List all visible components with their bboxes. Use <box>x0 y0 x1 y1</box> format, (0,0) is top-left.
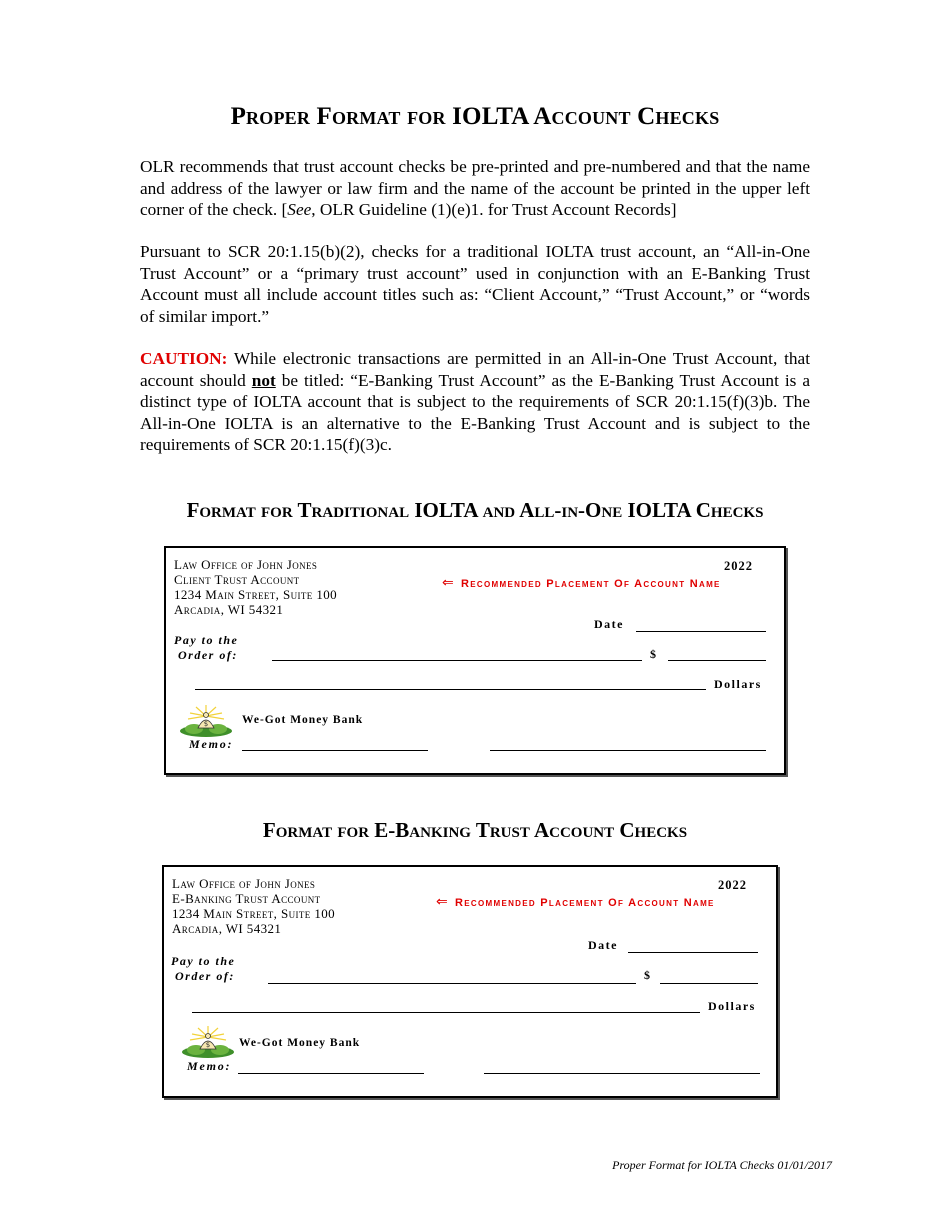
intro-text-b: , OLR Guideline (1)(e)1. for Trust Account Records] <box>311 200 677 219</box>
placement-note <box>436 893 715 910</box>
page-footer: Proper Format for IOLTA Checks 01/01/2017 <box>612 1158 832 1172</box>
placement-text: Recommended Placement Of Account Name <box>455 897 715 909</box>
payee-line <box>272 660 642 661</box>
dollars-line <box>195 689 706 690</box>
caution-text-b: be titled: “E-Banking Trust Account” as the E-Banking Trust Account is a distinct type of IOLTA account that is subject to the requirements of SCR 20:1.15(f)(3)b. The All-in-One IOLTA is an alternative to the E-Banking Trust Account and is subject to the requirements of SCR 20:1.15(f)(3)c. <box>140 370 810 454</box>
not-emphasis: not <box>251 370 276 390</box>
check-street: 1234 Main Street, Suite 100 <box>172 906 336 921</box>
payee-label-line2: Order of: <box>175 969 235 983</box>
left-arrow-icon: ⇐ <box>436 893 450 909</box>
payee-label <box>171 954 235 984</box>
signature-line <box>484 1073 760 1074</box>
check-address-block <box>172 876 335 936</box>
check-firm-name: Law Office of John Jones <box>172 876 316 891</box>
payee-label-line2: Order of: <box>178 648 238 662</box>
placement-text: Recommended Placement Of Account Name <box>461 578 721 590</box>
memo-line <box>238 1073 424 1074</box>
sample-check-ebanking <box>162 865 778 1098</box>
check-address-block <box>174 557 337 617</box>
left-arrow-icon: ⇐ <box>442 574 456 590</box>
payee-label-line1: Pay to the <box>174 633 239 647</box>
see-citation: See <box>287 200 312 219</box>
section-heading-ebanking: Format for E-Banking Trust Account Checks <box>262 818 688 842</box>
placement-note <box>442 574 721 591</box>
amount-line <box>660 983 758 984</box>
page-title: Proper Format for IOLTA Account Checks <box>230 103 720 130</box>
check-city: Arcadia, WI 54321 <box>172 921 282 936</box>
dollar-sign: $ <box>644 968 652 982</box>
dollars-label: Dollars <box>714 677 762 691</box>
signature-line <box>490 750 766 751</box>
date-line <box>628 952 758 953</box>
payee-line <box>268 983 636 984</box>
intro-text-a: OLR recommends that trust account checks be pre-printed and pre-numbered and that the name and address of the lawyer or law firm and the name of the account be printed in the upper left corner of the check. [ <box>140 157 810 219</box>
bank-name: We-Got Money Bank <box>239 1037 361 1049</box>
section-heading-traditional: Format for Traditional IOLTA and All-in-One IOLTA Checks <box>186 498 764 522</box>
check-account-name: E-Banking Trust Account <box>172 891 321 906</box>
caution-label: CAUTION: <box>140 349 228 368</box>
sample-check-traditional <box>164 546 786 775</box>
amount-line <box>668 660 766 661</box>
memo-label: Memo: <box>189 737 234 751</box>
date-label: Date <box>594 617 624 631</box>
caution-paragraph <box>140 348 810 456</box>
bank-logo-icon <box>178 704 234 738</box>
date-line <box>636 631 766 632</box>
memo-label: Memo: <box>187 1059 232 1073</box>
caution-text-a: While electronic transactions are permitted in an All-in-One Trust Account, that account should <box>140 349 810 390</box>
check-number: 2022 <box>718 878 747 892</box>
check-number: 2022 <box>724 559 753 573</box>
payee-label-line1: Pay to the <box>171 954 236 968</box>
check-street: 1234 Main Street, Suite 100 <box>174 587 338 602</box>
bank-logo-icon <box>180 1025 236 1059</box>
bank-name: We-Got Money Bank <box>242 714 364 726</box>
check-city: Arcadia, WI 54321 <box>174 602 284 617</box>
dollars-label: Dollars <box>708 999 756 1013</box>
date-label: Date <box>588 938 618 952</box>
dollar-sign: $ <box>650 647 658 661</box>
scr-paragraph: Pursuant to SCR 20:1.15(b)(2), checks for a traditional IOLTA trust account, an “All-in-One Trust Account” or a “primary trust account” used in conjunction with an E-Banking Trust Account must all include account titles such as: “Client Account,” “Trust Account,” or “words of similar import.” <box>140 242 810 326</box>
check-firm-name: Law Office of John Jones <box>174 557 318 572</box>
dollars-line <box>192 1012 700 1013</box>
intro-paragraph <box>140 156 810 221</box>
svg-text:$: $ <box>205 1041 211 1049</box>
payee-label <box>174 633 238 663</box>
check-account-name: Client Trust Account <box>174 572 300 587</box>
memo-line <box>242 750 428 751</box>
svg-text:$: $ <box>203 720 209 728</box>
